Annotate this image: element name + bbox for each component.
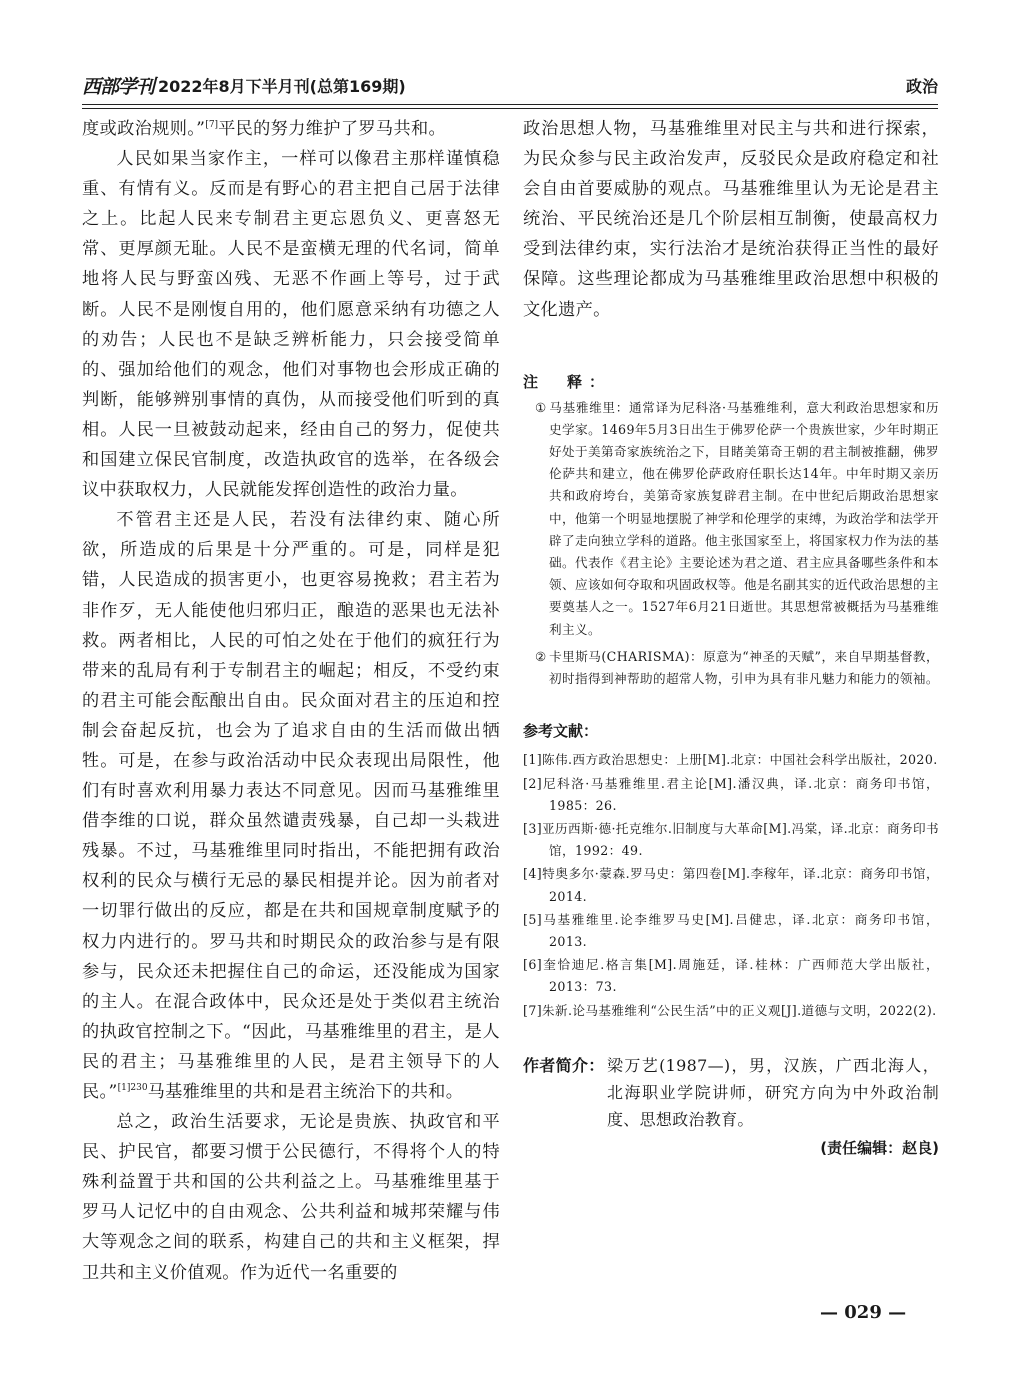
- paragraph-3-tail: 马基雅维里的共和是君主统治下的共和。: [147, 1082, 464, 1102]
- note-item: [523, 646, 939, 690]
- note-number: ②: [535, 648, 547, 664]
- note-number: ①: [535, 399, 547, 415]
- paragraph-1: [82, 114, 500, 144]
- issue-info: 2022年8月下半月刊(总第169期): [158, 77, 406, 96]
- references-list: [523, 749, 939, 1021]
- paragraph-2: 人民如果当家作主，一样可以像君主那样谨慎稳重、有情有义。反而是有野心的君主把自己居于法律之上。比起人民来专制君主更忘恩负义、更喜怒无常、更厚颜无耻。人民不是蛮横无理的代名词，简单地将人民与野蛮凶残、无恶不作画上等号，过于武断。人民不是刚愎自用的，他们愿意采纳有功德之人的劝告；人民也不是缺乏辨析能力，只会接受简单的、强加给他们的观念，他们对事物也会形成正确的判断，能够辨别事情的真伪，从而接受他们听到的真相。人民一旦被鼓动起来，经由自己的努力，促使共和国建立保民官制度，改造执政官的选举，在各级会议中获取权力，人民就能发挥创造性的政治力量。: [82, 149, 500, 501]
- journal-logo: 西部学刊: [82, 76, 155, 98]
- references-heading: 参考文献：: [523, 722, 599, 741]
- author-label: 作者简介：: [523, 1055, 605, 1075]
- reference-item: [3]亚历西斯·德·托克维尔.旧制度与大革命[M].冯棠，译.北京：商务印书馆，1992：49.: [523, 820, 939, 859]
- left-column: [82, 114, 500, 1288]
- section-label: 政治: [905, 77, 938, 96]
- paragraph-1-tail: 平民的努力维护了罗马共和。: [218, 119, 447, 139]
- paragraph-4: 总之，政治生活要求，无论是贵族、执政官和平民、护民官，都要习惯于公民德行，不得将个人的特殊利益置于共和国的公共利益之上。马基雅维里基于罗马人记忆中的自由观念、公共利益和城邦荣耀与伟大等观念之间的联系，构建自己的共和主义框架，捍卫共和主义价值观。作为近代一名重要的: [82, 1112, 500, 1283]
- author-bio: [523, 1052, 939, 1133]
- reference-item: [6]奎恰迪尼.格言集[M].周施廷，译.桂林：广西师范大学出版社，2013：73.: [523, 957, 939, 995]
- editor-credit: (责任编辑：赵良): [820, 1138, 939, 1157]
- paragraph-5: 政治思想人物，马基雅维里对民主与共和进行探索，为民众参与民主政治发声，反驳民众是政府稳定和社会自由首要威胁的观点。马基雅维里认为无论是君主统治、平民统治还是几个阶层相互制衡，使最高权力受到法律约束，实行法治才是统治获得正当性的最好保障。这些理论都成为马基雅维里政治思想中积极的文化遗产。: [523, 119, 939, 320]
- citation-7: [7]: [205, 120, 219, 130]
- reference-item: [5]马基雅维里.论李维罗马史[M].吕健忠，译.北京：商务印书馆，2013.: [523, 911, 939, 949]
- reference-item: [4]特奥多尔·蒙森.罗马史：第四卷[M].李稼年，译.北京：商务印书馆，2014.: [523, 866, 939, 904]
- citation-1: [1]230: [117, 1083, 148, 1093]
- right-column: [523, 114, 939, 1158]
- page-header: [82, 70, 938, 102]
- page-number: — 029 —: [820, 1302, 907, 1323]
- note-item: [523, 397, 939, 641]
- note-text: 卡里斯马(CHARISMA)：原意为“神圣的天赋”，来自早期基督教，初时指得到神帮助的超常人物，引申为具有非凡魅力和能力的领袖。: [549, 648, 939, 687]
- header-rule: [82, 104, 938, 105]
- paragraph-1-text: 度或政治规则。”: [82, 119, 206, 139]
- header-rule-thin: [82, 108, 938, 109]
- note-text: 马基雅维里：通常译为尼科洛·马基雅维利，意大利政治思想家和历史学家。1469年5月3日出生于佛罗伦萨一个贵族世家，少年时期正好处于美第奇家族统治之下，目睹美第奇王朝的君主制被推翻，佛罗伦萨共和建立，他在佛罗伦萨政府任职长达14年。中年时期又亲历共和政府垮台，美第奇家族复辟君主制。在中世纪后期政治思想家中，他第一个明显地摆脱了神学和伦理学的束缚，为政治学和法学开辟了走向独立学科的道路。他主张国家至上，将国家权力作为法的基础。代表作《君主论》主要论述为君之道、君主应具备哪些条件和本领、应该如何夺取和巩固政权等。他是名副其实的近代政治思想的主要奠基人之一。1527年6月21日逝世。其思想常被概括为马基雅维利主义。: [549, 399, 939, 637]
- author-text: 梁万艺(1987—)，男，汉族，广西北海人，北海职业学院讲师，研究方向为中外政治制度、思想政治教育。: [607, 1055, 939, 1129]
- reference-item: [1]陈伟.西方政治思想史：上册[M].北京：中国社会科学出版社，2020.: [523, 752, 938, 768]
- paragraph-3-text: 不管君主还是人民，若没有法律约束、随心所欲，所造成的后果是十分严重的。可是，同样是犯错，人民造成的损害更小，也更容易挽救；君主若为非作歹，无人能使他归邪归正，酿造的恶果也无法补救。两者相比，人民的可怕之处在于他们的疯狂行为带来的乱局有利于专制君主的崛起；相反，不受约束的君主可能会酝酿出自由。民众面对君主的压迫和控制会奋起反抗，也会为了追求自由的生活而做出牺牲。可是，在参与政治活动中民众表现出局限性，他们有时喜欢利用暴力表达不同意见。因而马基雅维里借李维的口说，群众虽然谴责残暴，自己却一头栽进残暴。不过，马基雅维里同时指出，不能把拥有政治权利的民众与横行无忌的暴民相提并论。因为前者对一切罪行做出的反应，都是在共和国规章制度赋予的权力内进行的。罗马共和时期民众的政治参与是有限参与，民众还未把握住自己的命运，还没能成为国家的主人。在混合政体中，民众还是处于类似君主统治的执政官控制之下。“因此，马基雅维里的君主，是人民的君主；马基雅维里的人民，是君主领导下的人民。”: [82, 510, 500, 1102]
- paragraph-3: [82, 505, 500, 1107]
- notes-heading: 注 释：: [523, 372, 612, 391]
- reference-item: [7]朱新.论马基雅维利“公民生活”中的正义观[J].道德与文明，2022(2).: [523, 1002, 937, 1018]
- reference-item: [2]尼科洛·马基雅维里.君主论[M].潘汉典，译.北京：商务印书馆，1985：26.: [523, 775, 939, 813]
- notes-list: [523, 397, 939, 691]
